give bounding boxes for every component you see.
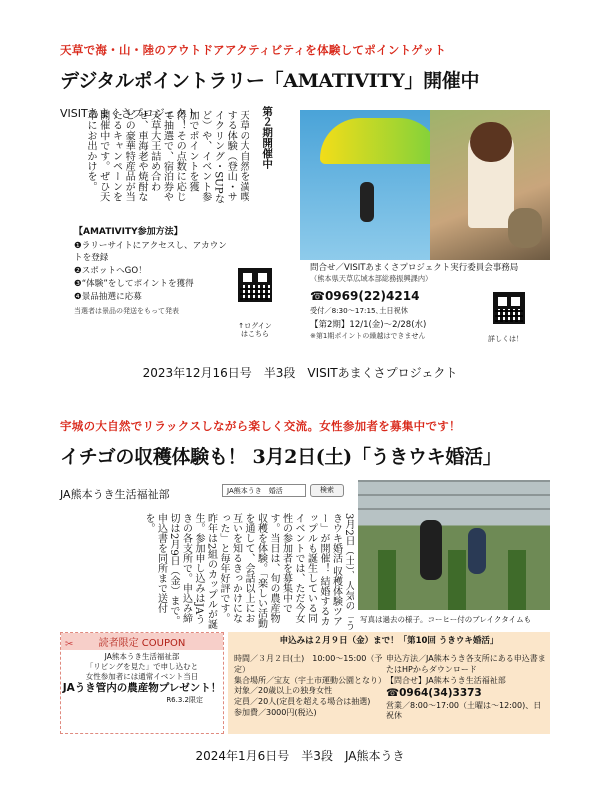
search-button[interactable]: 検索 xyxy=(310,484,344,497)
strawberry-greenhouse-photo xyxy=(358,480,550,610)
ad1-contact-label: 問合せ／VISITあまくさプロジェクト実行委員会事務局 xyxy=(310,263,519,273)
ad2-body-text: 3月2日（土）、人気の「うきウキ婚活 収穫体験ツアー」が開催！ 結婚するカップルも誕生している同イベントでは、ただ今女性の参加者を募集中です。当日は、旬の農産物収穫を体験。「楽しい活動を通して、会話以上にお互いを知るきっかけになった」と毎年好評です。昨年は2組のカップルが誕生。参加申し込みはJAうきの各支所で。申込み締切は2月9日（金）まで。申込書を同所まで送付を。 xyxy=(143,513,354,631)
person-figure xyxy=(420,520,442,580)
event-fee: 参加費／3000円(税込) xyxy=(234,707,317,717)
parasailer-figure xyxy=(360,182,374,222)
person-figure xyxy=(468,528,486,574)
event-phone: ☎0964(34)3373 xyxy=(386,687,482,700)
detail-qr-label: 詳しくは！ xyxy=(488,335,523,343)
ad1-method-note: 当選者は景品の発送をもって発表 xyxy=(74,306,179,315)
ad1-body-text: 天草の大自然を満喫する体験（登山・サイクリング・SUPなど）や、イベント参加でポイントを獲得！その点数に応じて抽選で、宿泊券や天草大王詰め合わせ、車海老や焼酎などの豪華特産品が当たるキャンペーンを開催中です。ぜひ天草にお出かけを。 xyxy=(85,110,249,204)
login-qr-label: ↑ログインはこちら xyxy=(238,322,272,339)
ad1-period-note: ※第1期ポイントの繰越はできません xyxy=(310,331,426,340)
woman-hair xyxy=(470,122,512,162)
coupon-line: JA熊本うき生活福祉部 xyxy=(104,652,180,661)
event-header: 申込みは２月９日（金）まで！「第10回 うきウキ婚活」 xyxy=(279,636,499,646)
ad1-method-box xyxy=(74,226,234,316)
scissors-icon: ✂ xyxy=(65,639,74,650)
parasailing-photo xyxy=(300,110,430,260)
event-capacity: 定員／20人(定員を超える場合は抽選) xyxy=(234,697,371,707)
coupon-gift: JAうき管内の農産物プレゼント！ xyxy=(62,682,222,695)
ad1-headline: デジタルポイントラリー「AMATIVITY」開催中 xyxy=(60,70,480,92)
search-input[interactable]: JA熊本うき 婚活 xyxy=(222,484,306,497)
strawberry-row xyxy=(448,550,466,610)
ad2-subhead: 宇城の大自然でリラックスしながら楽しく交流。女性参加者を募集中です！ xyxy=(60,419,461,433)
camera-woman-photo xyxy=(430,110,550,260)
ad1-period-label: 第２期開催中 xyxy=(261,106,274,169)
strawberry-row xyxy=(378,550,396,610)
photo-caption: 写真は過去の様子。コーヒー付のブレイクタイムも xyxy=(360,615,532,624)
coupon-box xyxy=(60,632,224,734)
coupon-date: R6.3.2限定 xyxy=(166,695,203,704)
ad1-step: ❸“体験”をしてポイントを獲得 xyxy=(74,279,194,290)
ad1-phone: ☎0969(22)4214 xyxy=(310,288,420,303)
coupon-header: 読者限定 COUPON xyxy=(61,633,223,650)
event-time: 時間／３月２日(土) 10:00〜15:00（予定） xyxy=(234,654,383,674)
ad2-org: JA熊本うき生活福祉部 xyxy=(60,488,170,501)
ad1-step: ❷スポットへGO！ xyxy=(74,266,147,277)
ad2-headline: イチゴの収穫体験も！ 3月2日(土)「うきウキ婚活」 xyxy=(60,446,502,468)
event-target: 対象／20歳以上の独身女性 xyxy=(234,686,333,696)
strawberry-row xyxy=(508,550,526,610)
ad1-step: ❹景品抽選に応募 xyxy=(74,292,142,303)
ad1-hours: 受付／8:30〜17:15､土日祝休 xyxy=(310,306,408,316)
ad1-method-title: 【AMATIVITY参加方法】 xyxy=(74,227,183,237)
ad-konkatsu xyxy=(60,418,550,469)
event-hours: 営業／8:00〜17:00（土曜は〜12:00)、日祝休 xyxy=(386,700,542,721)
event-contact: 【問合せ】JA熊本うき生活福祉部 xyxy=(386,675,506,685)
ad1-subhead: 天草で海・山・陸のアウトドアアクティビティを体験してポイントゲット xyxy=(60,43,447,57)
event-info-box xyxy=(228,632,550,734)
login-qr-code[interactable] xyxy=(238,268,272,302)
coupon-line: 女性参加者には通常イベント当日 xyxy=(85,672,199,682)
event-place: 集合場所／宝友（宇土市運動公園となり） xyxy=(234,675,386,685)
ad1-step: ❶ラリーサイトにアクセスし、アカウントを登録 xyxy=(74,240,227,264)
coupon-line: 「リビングを見た」で申し込むと xyxy=(85,662,199,672)
detail-qr-code[interactable] xyxy=(493,292,525,324)
event-method: 申込方法／JA熊本うき各支所にある申込書またはHPからダウンロード xyxy=(386,654,546,674)
ad1-contact-dept: （熊本県天草広域本部総務振興課内） xyxy=(310,274,433,284)
ad1-period-dates: 【第2期】12/1(金)〜2/28(水) xyxy=(310,319,427,330)
ad2-caption: 2024年1月6日号 半3段 JA熊本うき xyxy=(195,749,405,763)
parachute-shape xyxy=(320,118,440,164)
ad1-caption: 2023年12月16日号 半3段 VISITあまくさプロジェクト xyxy=(142,366,458,380)
cat-figure xyxy=(508,208,542,248)
ad1-photo xyxy=(300,110,550,260)
ad1-org: VISITあまくさプロジェクト xyxy=(60,107,198,120)
